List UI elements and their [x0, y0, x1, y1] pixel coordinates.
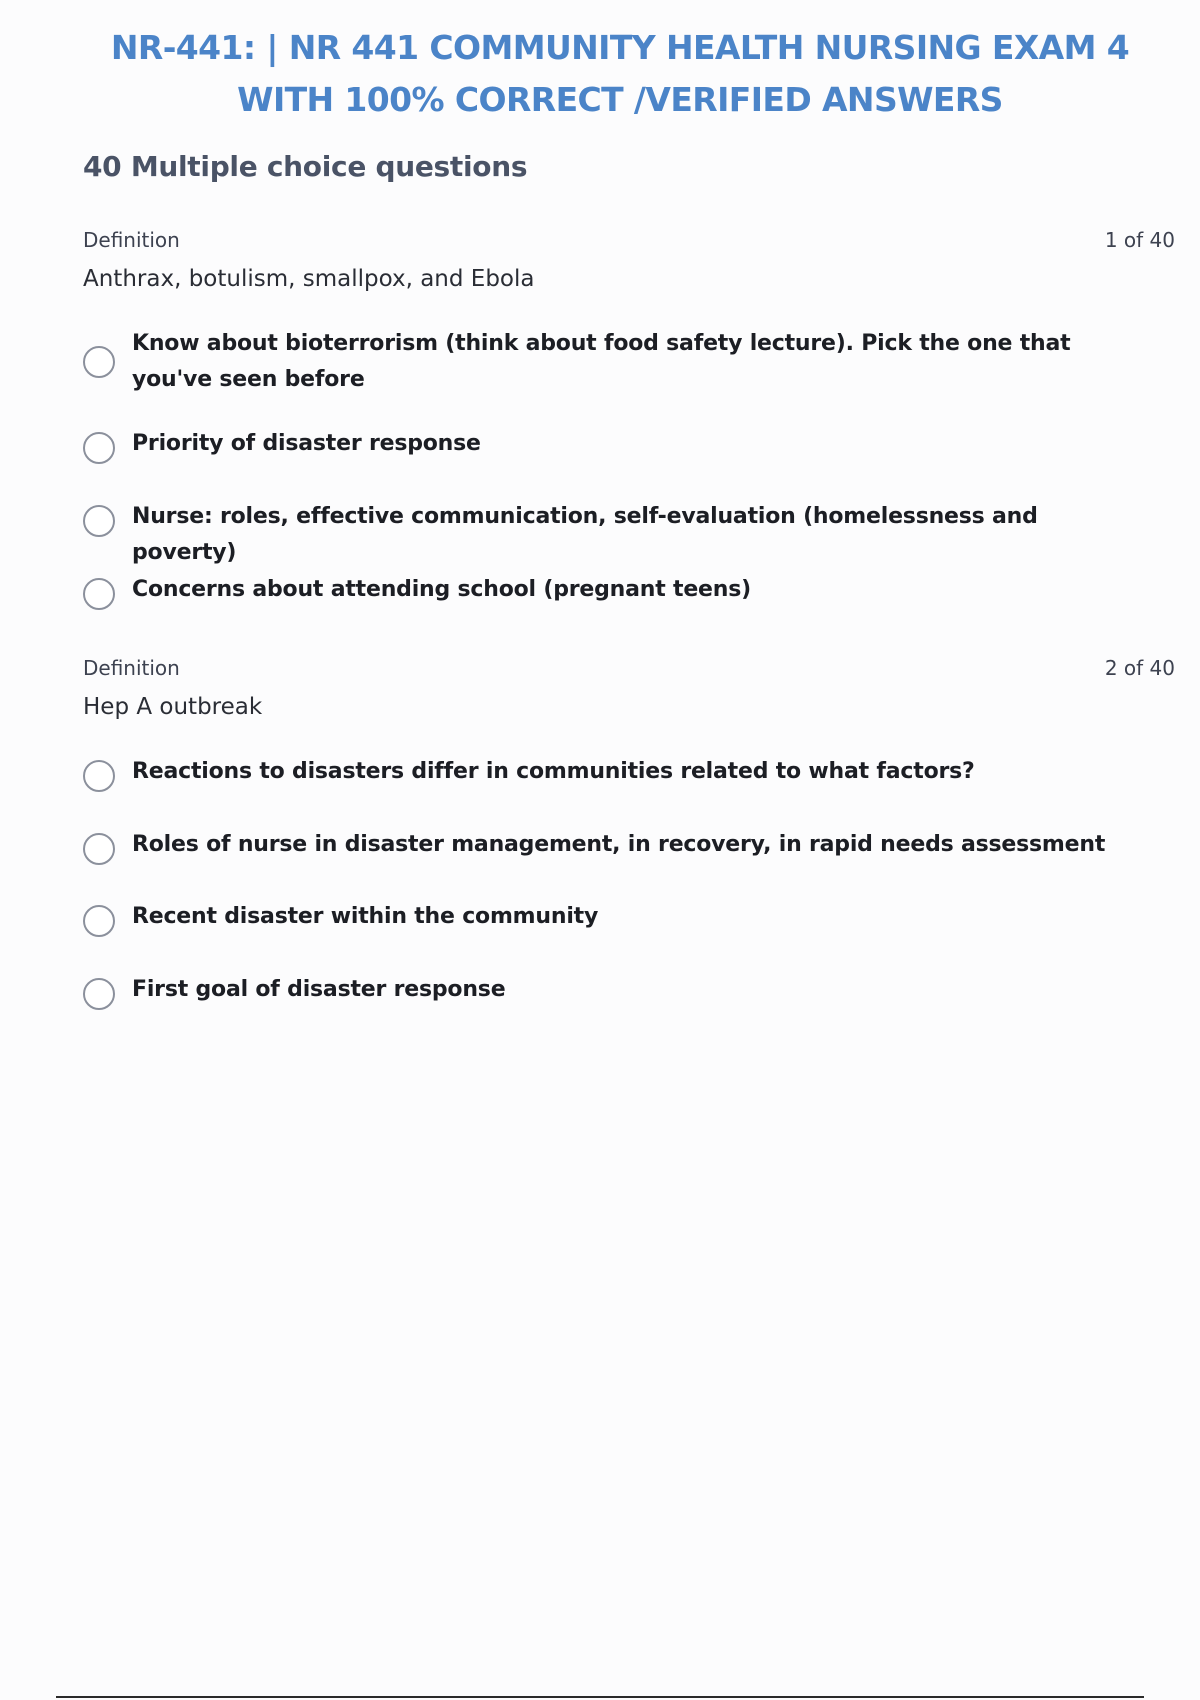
- radio-button-unselected-icon[interactable]: [83, 760, 115, 792]
- card-type-label: Definition: [83, 656, 180, 680]
- document-title: NR-441: | NR 441 COMMUNITY HEALTH NURSING EXAM 4 WITH 100% CORRECT /VERIFIED ANSWERS: [110, 28, 1130, 119]
- answer-option-text: Priority of disaster response: [132, 431, 481, 456]
- question-prompt: Hep A outbreak: [83, 694, 263, 720]
- question-prompt: Anthrax, botulism, smallpox, and Ebola: [83, 266, 535, 292]
- answer-option-text: Concerns about attending school (pregnant teens): [132, 577, 751, 602]
- card-type-label: Definition: [83, 228, 180, 252]
- radio-button-unselected-icon[interactable]: [83, 905, 115, 937]
- page-bottom-divider: [56, 1696, 1144, 1698]
- answer-option-text: Recent disaster within the community: [132, 904, 599, 929]
- radio-button-unselected-icon[interactable]: [83, 505, 115, 537]
- question-counter: 2 of 40: [1104, 656, 1175, 680]
- radio-button-unselected-icon[interactable]: [83, 578, 115, 610]
- answer-option-text: Know about bioterrorism (think about food safety lecture). Pick the one that you've seen before: [132, 331, 1071, 392]
- answer-option-text: Roles of nurse in disaster management, in recovery, in rapid needs assessment: [132, 832, 1106, 857]
- answer-option-text: Reactions to disasters differ in communities related to what factors?: [132, 759, 975, 784]
- question-counter: 1 of 40: [1104, 228, 1175, 252]
- radio-button-unselected-icon[interactable]: [83, 978, 115, 1010]
- radio-button-unselected-icon[interactable]: [83, 346, 115, 378]
- radio-button-unselected-icon[interactable]: [83, 833, 115, 865]
- radio-button-unselected-icon[interactable]: [83, 432, 115, 464]
- answer-option-text: First goal of disaster response: [132, 977, 506, 1002]
- answer-option-text: Nurse: roles, effective communication, self-evaluation (homelessness and poverty): [132, 504, 1038, 565]
- section-heading: 40 Multiple choice questions: [83, 150, 528, 183]
